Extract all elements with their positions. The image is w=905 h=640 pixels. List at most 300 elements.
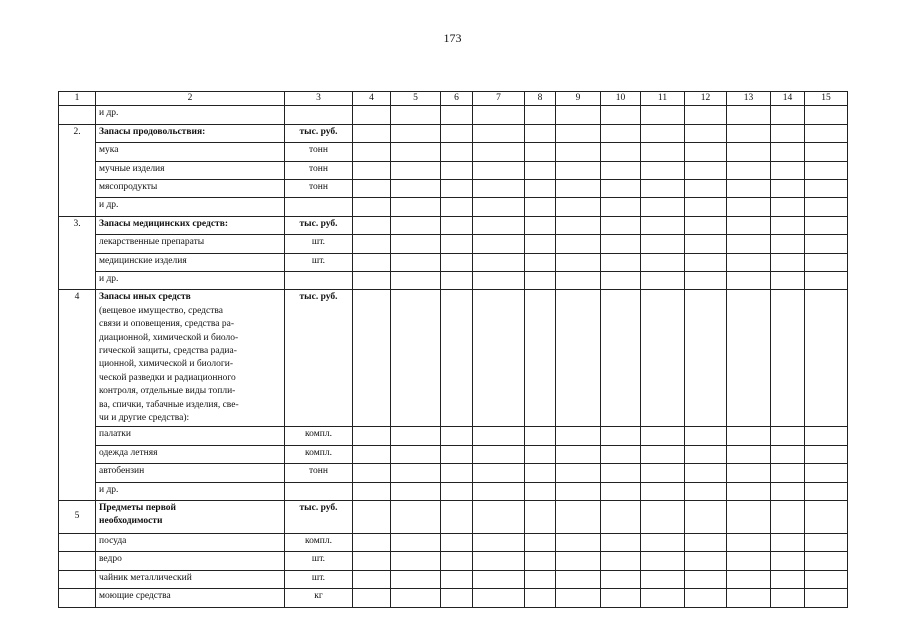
data-cell-col-6 bbox=[441, 124, 473, 142]
data-cell-col-14 bbox=[771, 552, 805, 570]
data-cell-col-8 bbox=[525, 500, 556, 533]
data-cell-col-8 bbox=[525, 253, 556, 271]
data-cell-col-10 bbox=[601, 445, 641, 463]
data-cell-col-9 bbox=[556, 482, 601, 500]
data-cell-col-15 bbox=[805, 427, 848, 445]
data-cell-col-4 bbox=[353, 500, 391, 533]
data-cell-col-10 bbox=[601, 427, 641, 445]
data-cell-col-11 bbox=[641, 445, 685, 463]
data-cell-col-14 bbox=[771, 235, 805, 253]
data-cell-col-7 bbox=[473, 290, 525, 427]
data-cell-col-9 bbox=[556, 235, 601, 253]
data-cell-col-8 bbox=[525, 533, 556, 551]
item-unit: тонн bbox=[285, 179, 353, 197]
data-cell-col-12 bbox=[685, 445, 727, 463]
data-cell-col-6 bbox=[441, 500, 473, 533]
data-cell-col-14 bbox=[771, 290, 805, 427]
data-cell-col-7 bbox=[473, 106, 525, 124]
column-header: 5 bbox=[391, 92, 441, 106]
data-cell-col-6 bbox=[441, 570, 473, 588]
data-cell-col-11 bbox=[641, 216, 685, 234]
data-cell-col-13 bbox=[727, 161, 771, 179]
data-cell-col-5 bbox=[391, 106, 441, 124]
data-cell-col-12 bbox=[685, 198, 727, 216]
data-cell-col-8 bbox=[525, 198, 556, 216]
data-cell-col-12 bbox=[685, 143, 727, 161]
essentials-header-row bbox=[59, 500, 848, 533]
data-cell-col-15 bbox=[805, 143, 848, 161]
data-cell-col-6 bbox=[441, 589, 473, 607]
section-title: Запасы продовольствия: bbox=[96, 124, 285, 142]
description-line: связи и оповещения, средства ра- bbox=[99, 319, 235, 330]
column-header: 2 bbox=[96, 92, 285, 106]
data-cell-col-5 bbox=[391, 143, 441, 161]
data-cell-col-11 bbox=[641, 161, 685, 179]
section-number-cell bbox=[59, 533, 96, 551]
data-cell-col-6 bbox=[441, 445, 473, 463]
data-cell-col-7 bbox=[473, 271, 525, 289]
data-cell-col-12 bbox=[685, 427, 727, 445]
section-unit: тыс. руб. bbox=[285, 290, 353, 427]
unit-cell bbox=[285, 106, 353, 124]
description-line: чи и другие средства): bbox=[99, 412, 190, 423]
data-cell-col-10 bbox=[601, 179, 641, 197]
item-unit: кг bbox=[285, 589, 353, 607]
table-row bbox=[59, 271, 848, 289]
section-title bbox=[96, 500, 285, 533]
data-cell-col-9 bbox=[556, 464, 601, 482]
data-cell-col-5 bbox=[391, 552, 441, 570]
section-title: Запасы медицинских средств: bbox=[96, 216, 285, 234]
data-cell-col-12 bbox=[685, 124, 727, 142]
section-unit: тыс. руб. bbox=[285, 124, 353, 142]
continuation-row bbox=[59, 106, 848, 124]
data-cell-col-15 bbox=[805, 198, 848, 216]
data-cell-col-8 bbox=[525, 271, 556, 289]
column-header: 13 bbox=[727, 92, 771, 106]
data-cell-col-13 bbox=[727, 445, 771, 463]
data-cell-col-9 bbox=[556, 216, 601, 234]
data-cell-col-14 bbox=[771, 253, 805, 271]
data-cell-col-14 bbox=[771, 589, 805, 607]
data-cell-col-4 bbox=[353, 482, 391, 500]
data-cell-col-11 bbox=[641, 500, 685, 533]
data-cell-col-6 bbox=[441, 143, 473, 161]
item-unit: шт. bbox=[285, 552, 353, 570]
data-cell-col-4 bbox=[353, 106, 391, 124]
data-cell-col-8 bbox=[525, 482, 556, 500]
data-cell-col-12 bbox=[685, 482, 727, 500]
column-header: 8 bbox=[525, 92, 556, 106]
item-name: и др. bbox=[96, 482, 285, 500]
data-cell-col-9 bbox=[556, 552, 601, 570]
data-cell-col-8 bbox=[525, 570, 556, 588]
data-cell-col-8 bbox=[525, 124, 556, 142]
data-cell-col-10 bbox=[601, 482, 641, 500]
data-cell-col-7 bbox=[473, 143, 525, 161]
data-cell-col-14 bbox=[771, 570, 805, 588]
table-row bbox=[59, 253, 848, 271]
column-header: 12 bbox=[685, 92, 727, 106]
data-cell-col-13 bbox=[727, 253, 771, 271]
data-cell-col-14 bbox=[771, 161, 805, 179]
section-number: 4 bbox=[59, 290, 96, 501]
data-cell-col-15 bbox=[805, 124, 848, 142]
table-row bbox=[59, 143, 848, 161]
column-header: 7 bbox=[473, 92, 525, 106]
item-unit: компл. bbox=[285, 427, 353, 445]
table-row bbox=[59, 427, 848, 445]
data-cell-col-5 bbox=[391, 482, 441, 500]
item-name: ведро bbox=[96, 552, 285, 570]
data-cell-col-8 bbox=[525, 427, 556, 445]
data-cell-col-13 bbox=[727, 589, 771, 607]
data-cell-col-8 bbox=[525, 161, 556, 179]
column-header: 11 bbox=[641, 92, 685, 106]
data-cell-col-10 bbox=[601, 253, 641, 271]
data-cell-col-10 bbox=[601, 464, 641, 482]
data-cell-col-11 bbox=[641, 179, 685, 197]
data-cell-col-4 bbox=[353, 179, 391, 197]
data-cell-col-8 bbox=[525, 143, 556, 161]
data-cell-col-8 bbox=[525, 290, 556, 427]
data-cell-col-13 bbox=[727, 570, 771, 588]
data-cell-col-4 bbox=[353, 235, 391, 253]
item-name: медицинские изделия bbox=[96, 253, 285, 271]
data-cell-col-7 bbox=[473, 198, 525, 216]
data-cell-col-11 bbox=[641, 198, 685, 216]
item-unit: тонн bbox=[285, 161, 353, 179]
description-line: ва, спички, табачные изделия, све- bbox=[99, 399, 239, 410]
data-cell-col-5 bbox=[391, 124, 441, 142]
data-cell-col-9 bbox=[556, 179, 601, 197]
data-cell-col-12 bbox=[685, 161, 727, 179]
data-cell-col-6 bbox=[441, 179, 473, 197]
data-cell-col-6 bbox=[441, 482, 473, 500]
data-cell-col-8 bbox=[525, 464, 556, 482]
data-cell-col-13 bbox=[727, 427, 771, 445]
data-cell-col-11 bbox=[641, 570, 685, 588]
data-cell-col-11 bbox=[641, 552, 685, 570]
section-number: 3. bbox=[59, 216, 96, 290]
item-name: и др. bbox=[96, 198, 285, 216]
data-cell-col-13 bbox=[727, 143, 771, 161]
data-cell-col-13 bbox=[727, 482, 771, 500]
data-cell-col-12 bbox=[685, 216, 727, 234]
data-cell-col-15 bbox=[805, 235, 848, 253]
data-cell-col-5 bbox=[391, 271, 441, 289]
data-cell-col-12 bbox=[685, 235, 727, 253]
supplies-table bbox=[58, 91, 848, 608]
item-name: автобензин bbox=[96, 464, 285, 482]
data-cell-col-15 bbox=[805, 570, 848, 588]
data-cell-col-7 bbox=[473, 552, 525, 570]
data-cell-col-5 bbox=[391, 500, 441, 533]
data-cell-col-9 bbox=[556, 290, 601, 427]
data-cell-col-13 bbox=[727, 500, 771, 533]
data-cell-col-4 bbox=[353, 427, 391, 445]
data-cell-col-11 bbox=[641, 533, 685, 551]
data-cell-col-6 bbox=[441, 198, 473, 216]
data-cell-col-13 bbox=[727, 533, 771, 551]
data-cell-col-9 bbox=[556, 589, 601, 607]
section-description bbox=[96, 290, 285, 427]
data-cell-col-5 bbox=[391, 161, 441, 179]
data-cell-col-4 bbox=[353, 570, 391, 588]
item-unit: шт. bbox=[285, 253, 353, 271]
data-cell-col-11 bbox=[641, 589, 685, 607]
data-cell-col-11 bbox=[641, 143, 685, 161]
data-cell-col-10 bbox=[601, 500, 641, 533]
data-cell-col-13 bbox=[727, 290, 771, 427]
data-cell-col-10 bbox=[601, 235, 641, 253]
data-cell-col-5 bbox=[391, 427, 441, 445]
data-cell-col-4 bbox=[353, 533, 391, 551]
item-unit: компл. bbox=[285, 445, 353, 463]
data-cell-col-10 bbox=[601, 198, 641, 216]
data-cell-col-15 bbox=[805, 552, 848, 570]
data-cell-col-14 bbox=[771, 500, 805, 533]
data-cell-col-15 bbox=[805, 482, 848, 500]
data-cell-col-4 bbox=[353, 445, 391, 463]
data-cell-col-12 bbox=[685, 179, 727, 197]
section-number-cell bbox=[59, 570, 96, 588]
data-cell-col-14 bbox=[771, 216, 805, 234]
data-cell-col-15 bbox=[805, 500, 848, 533]
item-unit: тонн bbox=[285, 464, 353, 482]
data-cell-col-10 bbox=[601, 552, 641, 570]
data-cell-col-9 bbox=[556, 198, 601, 216]
data-cell-col-7 bbox=[473, 253, 525, 271]
data-cell-col-4 bbox=[353, 124, 391, 142]
data-cell-col-14 bbox=[771, 106, 805, 124]
data-cell-col-5 bbox=[391, 445, 441, 463]
data-cell-col-12 bbox=[685, 271, 727, 289]
description-line: диационной, химической и биоло- bbox=[99, 332, 239, 343]
data-cell-col-4 bbox=[353, 143, 391, 161]
column-header: 15 bbox=[805, 92, 848, 106]
column-header: 1 bbox=[59, 92, 96, 106]
table-row bbox=[59, 235, 848, 253]
medical-supplies-header-row bbox=[59, 216, 848, 234]
table-row bbox=[59, 179, 848, 197]
page-number: 173 bbox=[443, 31, 462, 45]
data-cell-col-7 bbox=[473, 533, 525, 551]
table-row bbox=[59, 464, 848, 482]
data-cell-col-10 bbox=[601, 570, 641, 588]
data-cell-col-9 bbox=[556, 533, 601, 551]
data-cell-col-8 bbox=[525, 589, 556, 607]
data-cell-col-14 bbox=[771, 533, 805, 551]
data-cell-col-12 bbox=[685, 552, 727, 570]
column-header: 10 bbox=[601, 92, 641, 106]
section-number-cell bbox=[59, 106, 96, 124]
data-cell-col-12 bbox=[685, 589, 727, 607]
data-cell-col-10 bbox=[601, 143, 641, 161]
table-row bbox=[59, 589, 848, 607]
item-name: одежда летняя bbox=[96, 445, 285, 463]
data-cell-col-11 bbox=[641, 290, 685, 427]
data-cell-col-15 bbox=[805, 161, 848, 179]
data-cell-col-10 bbox=[601, 124, 641, 142]
data-cell-col-13 bbox=[727, 124, 771, 142]
item-unit: тонн bbox=[285, 143, 353, 161]
data-cell-col-4 bbox=[353, 552, 391, 570]
data-cell-col-6 bbox=[441, 235, 473, 253]
data-cell-col-13 bbox=[727, 198, 771, 216]
data-cell-col-5 bbox=[391, 290, 441, 427]
data-cell-col-6 bbox=[441, 161, 473, 179]
data-cell-col-10 bbox=[601, 106, 641, 124]
data-cell-col-11 bbox=[641, 124, 685, 142]
data-cell-col-6 bbox=[441, 464, 473, 482]
table-row bbox=[59, 570, 848, 588]
data-cell-col-14 bbox=[771, 198, 805, 216]
data-cell-col-8 bbox=[525, 445, 556, 463]
data-cell-col-6 bbox=[441, 253, 473, 271]
data-cell-col-7 bbox=[473, 570, 525, 588]
data-cell-col-9 bbox=[556, 500, 601, 533]
data-cell-col-4 bbox=[353, 290, 391, 427]
data-cell-col-6 bbox=[441, 427, 473, 445]
data-cell-col-7 bbox=[473, 589, 525, 607]
table-row bbox=[59, 533, 848, 551]
data-cell-col-12 bbox=[685, 570, 727, 588]
data-cell-col-9 bbox=[556, 161, 601, 179]
description-line: гической защиты, средства радиа- bbox=[99, 345, 237, 356]
item-name: лекарственные препараты bbox=[96, 235, 285, 253]
data-cell-col-7 bbox=[473, 464, 525, 482]
description-line: (вещевое имущество, средства bbox=[99, 305, 223, 316]
data-cell-col-12 bbox=[685, 500, 727, 533]
data-cell-col-6 bbox=[441, 290, 473, 427]
item-name: палатки bbox=[96, 427, 285, 445]
data-cell-col-8 bbox=[525, 552, 556, 570]
item-unit bbox=[285, 271, 353, 289]
item-unit bbox=[285, 482, 353, 500]
section-unit: тыс. руб. bbox=[285, 216, 353, 234]
data-cell-col-6 bbox=[441, 533, 473, 551]
table-row bbox=[59, 161, 848, 179]
section-number: 5 bbox=[59, 500, 96, 533]
description-line: ческой разведки и радиационного bbox=[99, 372, 236, 383]
item-name: чайник металлический bbox=[96, 570, 285, 588]
data-cell-col-7 bbox=[473, 235, 525, 253]
data-cell-col-15 bbox=[805, 253, 848, 271]
item-unit: шт. bbox=[285, 570, 353, 588]
data-cell-col-14 bbox=[771, 143, 805, 161]
data-cell-col-14 bbox=[771, 445, 805, 463]
column-number-row bbox=[59, 92, 848, 106]
data-cell-col-8 bbox=[525, 216, 556, 234]
data-cell-col-14 bbox=[771, 271, 805, 289]
data-cell-col-14 bbox=[771, 464, 805, 482]
data-cell-col-13 bbox=[727, 464, 771, 482]
data-cell-col-6 bbox=[441, 271, 473, 289]
data-cell-col-5 bbox=[391, 179, 441, 197]
column-header: 9 bbox=[556, 92, 601, 106]
data-cell-col-12 bbox=[685, 290, 727, 427]
data-cell-col-12 bbox=[685, 106, 727, 124]
data-cell-col-5 bbox=[391, 198, 441, 216]
data-cell-col-12 bbox=[685, 253, 727, 271]
section-title: Запасы иных средств bbox=[99, 292, 191, 303]
data-cell-col-8 bbox=[525, 235, 556, 253]
data-cell-col-10 bbox=[601, 533, 641, 551]
data-cell-col-8 bbox=[525, 179, 556, 197]
data-cell-col-7 bbox=[473, 445, 525, 463]
data-cell-col-9 bbox=[556, 427, 601, 445]
data-cell-col-14 bbox=[771, 482, 805, 500]
data-cell-col-10 bbox=[601, 589, 641, 607]
data-cell-col-11 bbox=[641, 427, 685, 445]
section-number-cell bbox=[59, 589, 96, 607]
data-cell-col-15 bbox=[805, 179, 848, 197]
data-cell-col-15 bbox=[805, 533, 848, 551]
data-cell-col-13 bbox=[727, 271, 771, 289]
data-cell-col-9 bbox=[556, 570, 601, 588]
data-cell-col-9 bbox=[556, 271, 601, 289]
data-cell-col-12 bbox=[685, 464, 727, 482]
data-cell-col-11 bbox=[641, 482, 685, 500]
section-unit: тыс. руб. bbox=[285, 500, 353, 533]
data-cell-col-4 bbox=[353, 253, 391, 271]
data-cell-col-10 bbox=[601, 161, 641, 179]
data-cell-col-7 bbox=[473, 500, 525, 533]
item-name: мука bbox=[96, 143, 285, 161]
data-cell-col-15 bbox=[805, 290, 848, 427]
data-cell-col-9 bbox=[556, 445, 601, 463]
data-cell-col-10 bbox=[601, 290, 641, 427]
data-cell-col-5 bbox=[391, 253, 441, 271]
section-title-line: необходимости bbox=[99, 516, 163, 527]
data-cell-col-6 bbox=[441, 216, 473, 234]
data-cell-col-6 bbox=[441, 106, 473, 124]
item-name: мучные изделия bbox=[96, 161, 285, 179]
data-cell-col-4 bbox=[353, 161, 391, 179]
table-row bbox=[59, 198, 848, 216]
data-cell-col-15 bbox=[805, 589, 848, 607]
data-cell-col-5 bbox=[391, 235, 441, 253]
data-cell-col-13 bbox=[727, 179, 771, 197]
data-cell-col-15 bbox=[805, 216, 848, 234]
description-line: ционной, химической и биологи- bbox=[99, 359, 234, 370]
table-row bbox=[59, 445, 848, 463]
data-cell-col-11 bbox=[641, 271, 685, 289]
data-cell-col-4 bbox=[353, 198, 391, 216]
item-name: посуда bbox=[96, 533, 285, 551]
item-unit: компл. bbox=[285, 533, 353, 551]
data-cell-col-15 bbox=[805, 271, 848, 289]
data-cell-col-10 bbox=[601, 216, 641, 234]
data-cell-col-7 bbox=[473, 482, 525, 500]
data-cell-col-14 bbox=[771, 179, 805, 197]
section-number: 2. bbox=[59, 124, 96, 216]
data-cell-col-13 bbox=[727, 216, 771, 234]
data-cell-col-4 bbox=[353, 271, 391, 289]
data-cell-col-14 bbox=[771, 427, 805, 445]
data-cell-col-6 bbox=[441, 552, 473, 570]
item-name: и др. bbox=[96, 106, 285, 124]
data-cell-col-5 bbox=[391, 464, 441, 482]
data-cell-col-9 bbox=[556, 143, 601, 161]
data-cell-col-7 bbox=[473, 161, 525, 179]
table-row bbox=[59, 482, 848, 500]
data-cell-col-15 bbox=[805, 464, 848, 482]
food-supplies-header-row bbox=[59, 124, 848, 142]
column-header: 14 bbox=[771, 92, 805, 106]
other-supplies-header-row bbox=[59, 290, 848, 427]
